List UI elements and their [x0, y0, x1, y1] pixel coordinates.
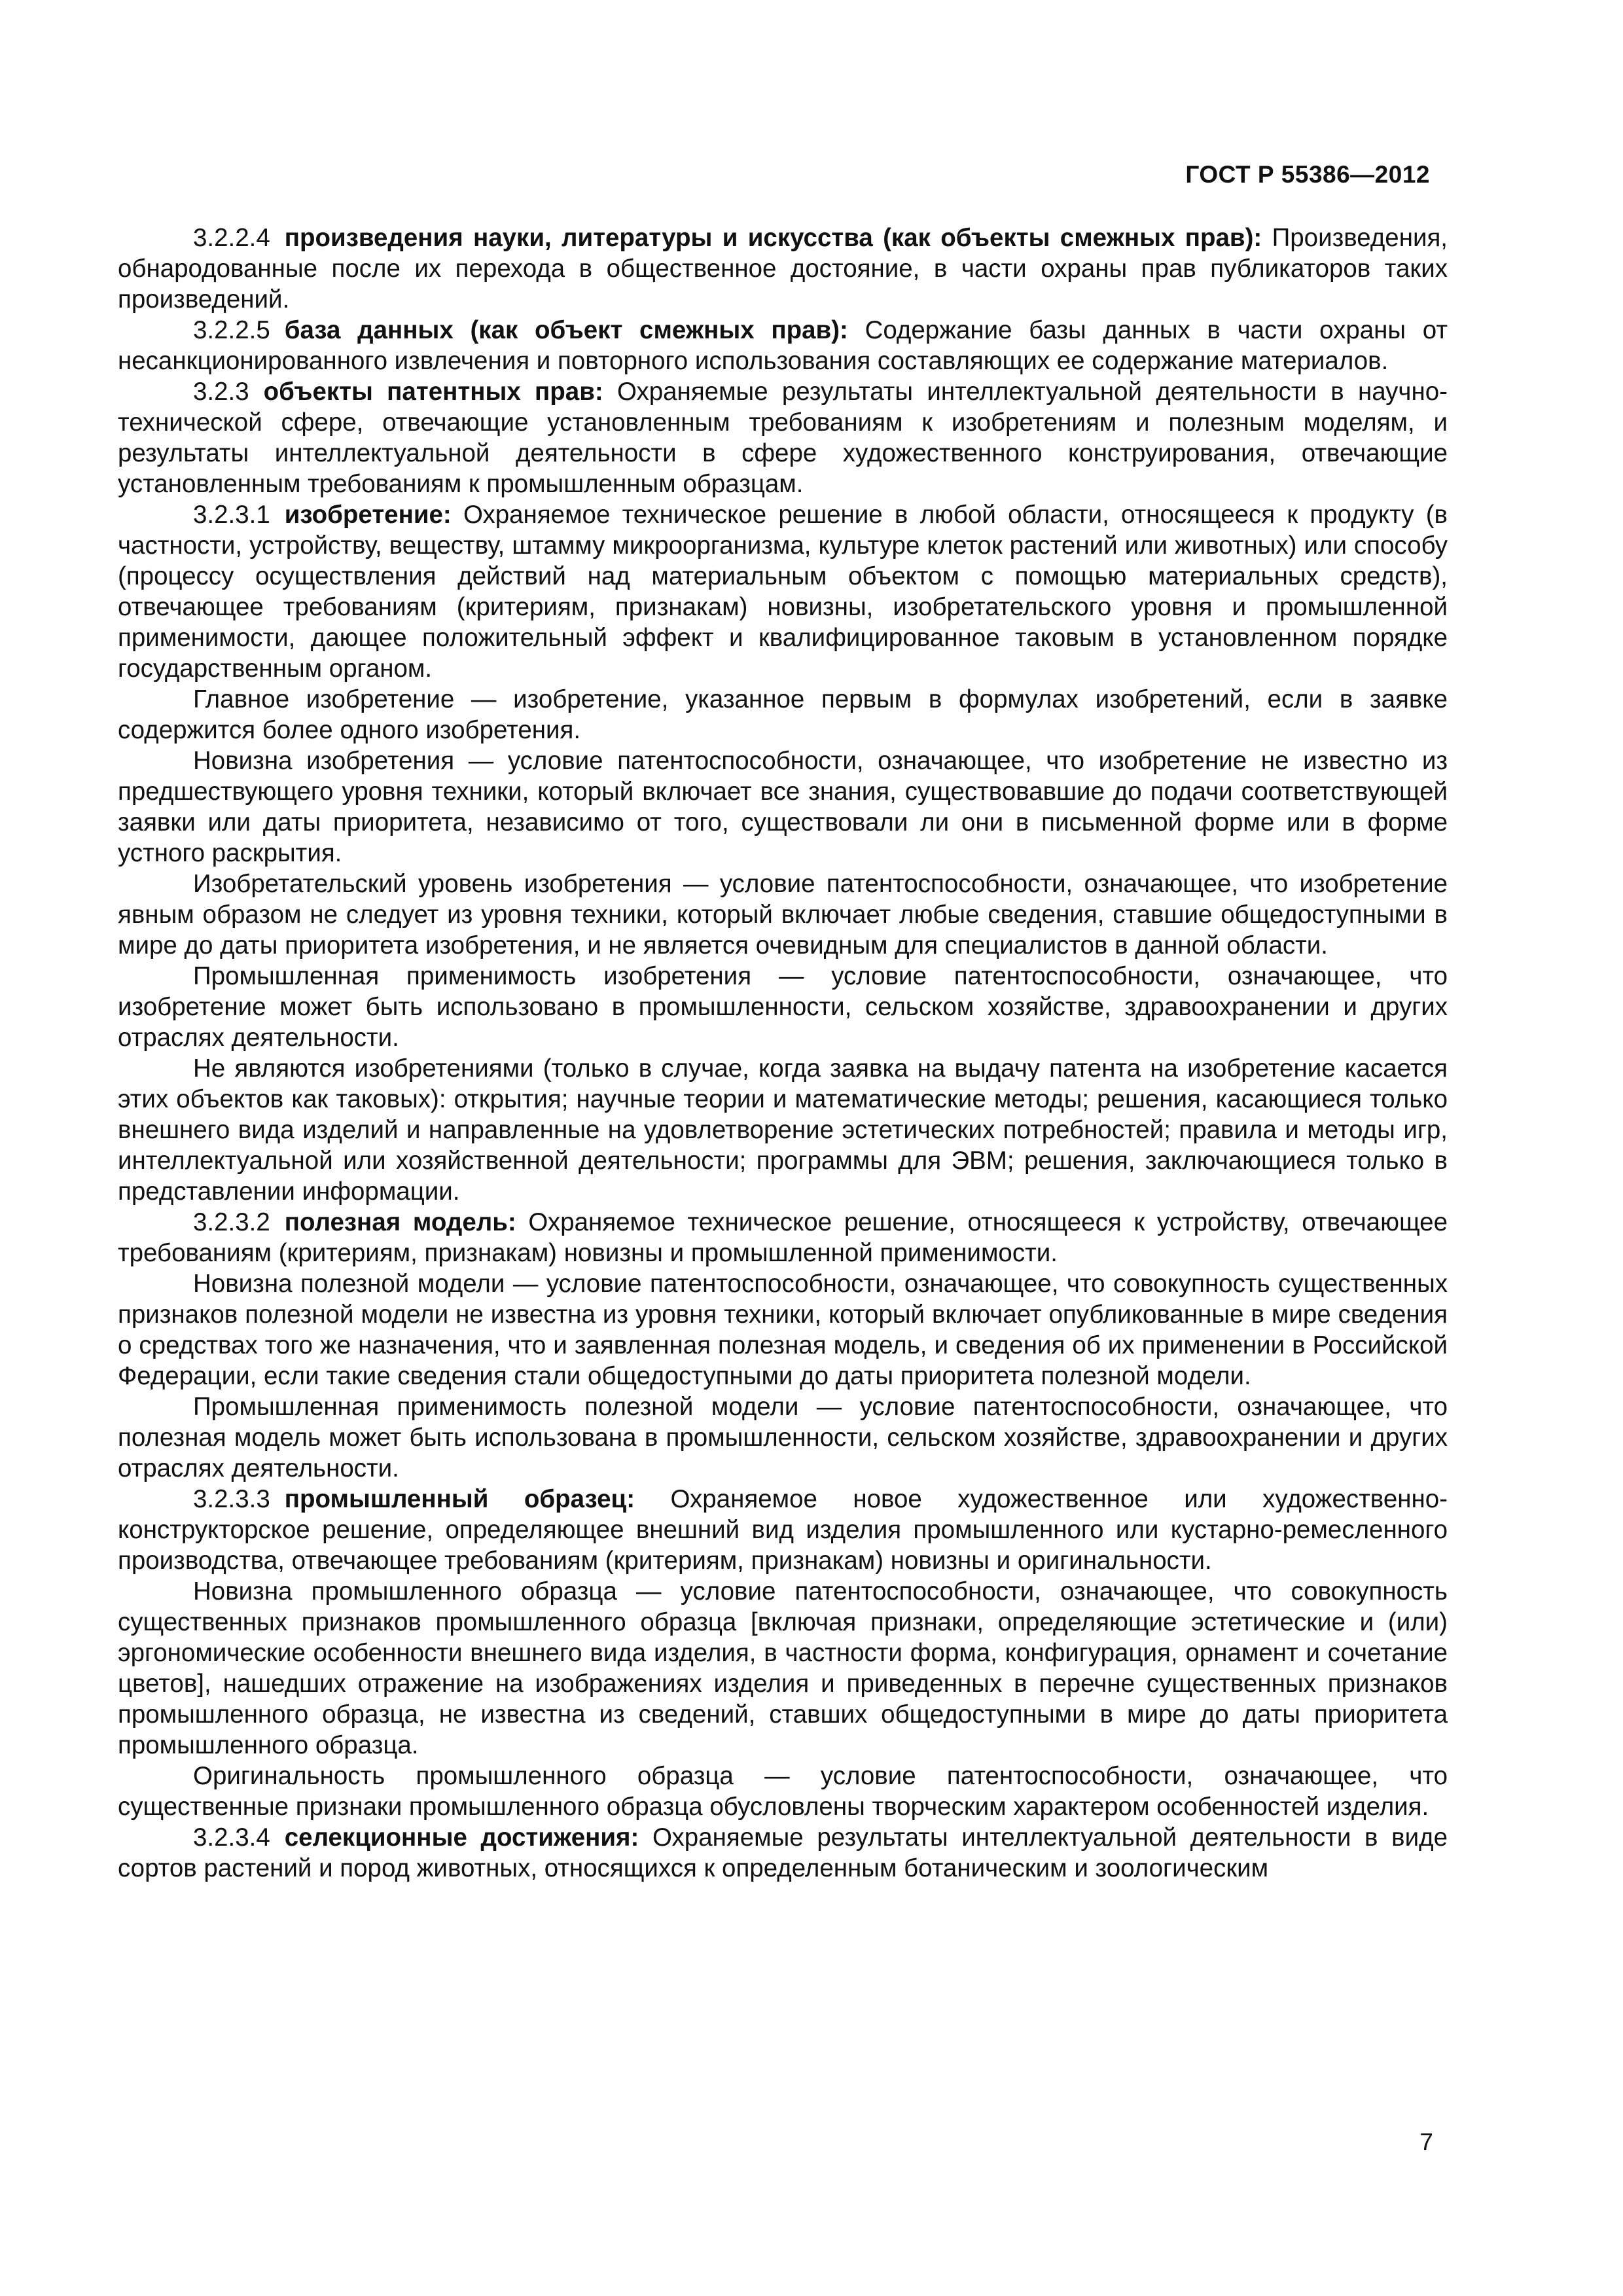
paragraph-3-2-3-3 — [118, 1484, 1448, 1576]
clause-text: Произведения, обнародованные после их перехода в общественное достояние, в части охраны прав публикаторов таких произведений. — [118, 224, 1448, 314]
paragraph-utility-model-novelty — [118, 1268, 1448, 1391]
clause-text: Охраняемое техническое решение в любой области, относящееся к продукту (в частности, устройству, веществу, штамму микроорганизма, культуре клеток растений или животных) или способу (процессу осуществления действий над материальным объектом с помощью материальных средств), отвечающее требованиям (критериям, признакам) новизны, изобретательского уровня и промышленной применимости, дающее положительный эффект и квалифицированное таковым в установленном порядке государственным органом. — [118, 501, 1448, 683]
paragraph-3-2-3-2 — [118, 1207, 1448, 1268]
clause-number: 3.2.3.4 — [193, 1823, 270, 1852]
clause-term: объекты патентных прав: — [263, 378, 603, 406]
paragraph-industrial-applicability — [118, 961, 1448, 1053]
clause-number: 3.2.3.1 — [193, 501, 270, 529]
clause-term: полезная модель: — [284, 1208, 516, 1236]
clause-number: 3.2.2.5 — [193, 316, 270, 344]
clause-text: Охраняемое техническое решение, относящееся к устройству, отвечающее требованиям (критериям, признакам) новизны и промышленной применимости. — [118, 1208, 1448, 1267]
paragraph-not-inventions — [118, 1053, 1448, 1207]
clause-number: 3.2.3.3 — [193, 1485, 270, 1513]
paragraph-utility-model-applicability — [118, 1391, 1448, 1484]
paragraph-invention-novelty — [118, 745, 1448, 869]
paragraph-text: Новизна полезной модели — условие патентоспособности, означающее, что совокупность существенных признаков полезной модели не известна из уровня техники, который включает опубликованные в мире сведения о средствах того же назначения, что и заявленная полезная модель, и сведения об их применении в Российской Федерации, если такие сведения стали общедоступными до даты приоритета полезной модели. — [118, 1270, 1448, 1390]
paragraph-text: Промышленная применимость изобретения — условие патентоспособности, означающее, что изобретение может быть использовано в промышленности, сельском хозяйстве, здравоохранении и других отраслях деятельности. — [118, 962, 1448, 1052]
paragraph-3-2-2-5 — [118, 315, 1448, 376]
paragraph-3-2-3 — [118, 376, 1448, 499]
paragraph-industrial-design-novelty — [118, 1576, 1448, 1761]
clause-term: промышленный образец: — [284, 1485, 635, 1513]
paragraph-3-2-2-4 — [118, 223, 1448, 315]
clause-text: Охраняемое новое художественное или художественно-конструкторское решение, определяющее внешний вид изделия промышленного или кустарно-ремесленного производства, отвечающее требованиям (критериям, признакам) новизны и оригинальности. — [118, 1485, 1448, 1575]
document-header: ГОСТ Р 55386—2012 — [1185, 161, 1430, 188]
paragraph-text: Промышленная применимость полезной модели — условие патентоспособности, означающее, что полезная модель может быть использована в промышленности, сельском хозяйстве, здравоохранении и других отраслях деятельности. — [118, 1393, 1448, 1482]
clause-text: Охраняемые результаты интеллектуальной деятельности в научно-технической сфере, отвечающие установленным требованиям к изобретениям и полезным моделям, и результаты интеллектуальной деятельности в сфере художественного конструирования, отвечающие установленным требованиям к промышленным образцам. — [118, 378, 1448, 498]
clause-term: селекционные достижения: — [284, 1823, 639, 1852]
clause-text: Содержание базы данных в части охраны от несанкционированного извлечения и повторного использования составляющих ее содержание материалов. — [118, 316, 1448, 375]
clause-term: изобретение: — [284, 501, 452, 529]
paragraph-text: Оригинальность промышленного образца — условие патентоспособности, означающее, что существенные признаки промышленного образца обусловлены творческим характером особенностей изделия. — [118, 1762, 1448, 1821]
clause-term: произведения науки, литературы и искусства (как объекты смежных прав): — [284, 224, 1262, 252]
paragraph-text: Не являются изобретениями (только в случае, когда заявка на выдачу патента на изобретение касается этих объектов как таковых): открытия; научные теории и математические методы; решения, касающиеся только внешнего вида изделий и направленные на удовлетворение эстетических потребностей; правила и методы игр, интеллектуальной или хозяйственной деятельности; программы для ЭВМ; решения, заключающиеся только в представлении информации. — [118, 1054, 1448, 1206]
clause-term: база данных (как объект смежных прав): — [284, 316, 848, 344]
paragraph-inventive-step — [118, 869, 1448, 961]
paragraph-text: Новизна изобретения — условие патентоспособности, означающее, что изобретение не известно из предшествующего уровня техники, который включает все знания, существовавшие до подачи соответствующей заявки или даты приоритета, независимо от того, существовали ли они в письменной форме или в форме устного раскрытия. — [118, 747, 1448, 867]
clause-number: 3.2.3.2 — [193, 1208, 270, 1236]
paragraph-industrial-design-originality — [118, 1761, 1448, 1822]
clause-number: 3.2.2.4 — [193, 224, 270, 252]
paragraph-main-invention — [118, 684, 1448, 745]
paragraph-text: Изобретательский уровень изобретения — условие патентоспособности, означающее, что изобретение явным образом не следует из уровня техники, который включает любые сведения, ставшие общедоступными в мире до даты приоритета изобретения, и не является очевидным для специалистов в данной области. — [118, 870, 1448, 960]
paragraph-text: Новизна промышленного образца — условие патентоспособности, означающее, что совокупность существенных признаков промышленного образца [включая признаки, определяющие эстетические и (или) эргономические особенности внешнего вида изделия, в частности форма, конфигурация, орнамент и сочетание цветов], нашедших отражение на изображениях изделия и приведенных в перечне существенных признаков промышленного образца, не известна из сведений, ставших общедоступными в мире до даты приоритета промышленного образца. — [118, 1577, 1448, 1759]
paragraph-3-2-3-4 — [118, 1822, 1448, 1884]
paragraph-3-2-3-1 — [118, 499, 1448, 684]
document-body — [118, 223, 1448, 1884]
paragraph-text: Главное изобретение — изобретение, указанное первым в формулах изобретений, если в заявке содержится более одного изобретения. — [118, 685, 1448, 744]
clause-text: Охраняемые результаты интеллектуальной деятельности в виде сортов растений и пород животных, относящихся к определенным ботаническим и зоологическим — [118, 1823, 1448, 1882]
clause-number: 3.2.3 — [193, 378, 249, 406]
page-number: 7 — [1419, 2128, 1433, 2155]
